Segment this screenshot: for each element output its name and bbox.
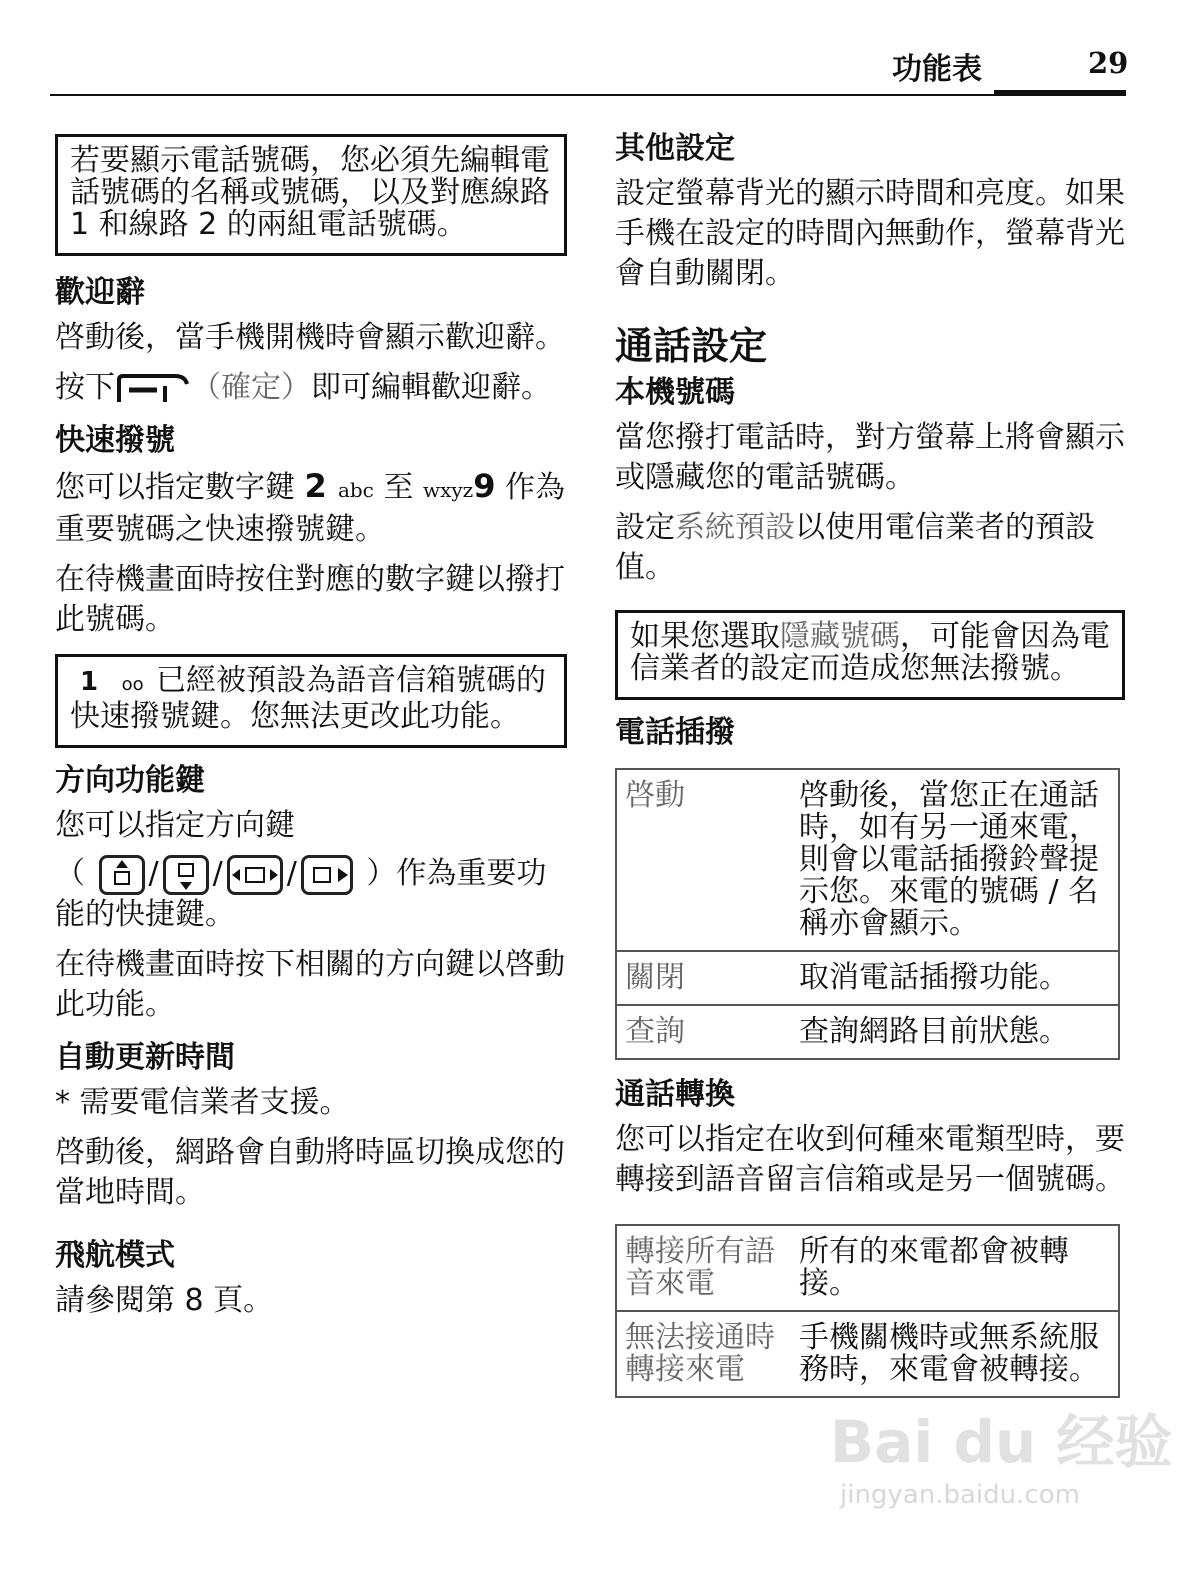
nav-left-icon xyxy=(227,855,283,895)
option-key: 無法接通時轉接來電 xyxy=(616,1311,791,1397)
left-column xyxy=(55,130,567,1321)
heading-call-settings: 通話設定 xyxy=(615,324,768,368)
greeting-edit-key: （確定） xyxy=(191,370,311,405)
speed-dial-pre: 您可以指定數字鍵 xyxy=(55,470,295,505)
speed-dial-mid: 至 xyxy=(383,470,414,505)
heading-nav-keys: 方向功能鍵 xyxy=(55,763,205,798)
auto-time-note: * 需要電信業者支援。 xyxy=(55,1084,350,1120)
softkey-left-icon xyxy=(115,372,191,406)
option-key: 轉接所有語音來電 xyxy=(616,1225,791,1311)
note-hide-number: 如果您選取隱藏號碼，可能會因為電信業者的設定而造成您無法撥號。 xyxy=(615,610,1125,700)
own-number-text: 當您撥打電話時，對方螢幕上將會顯示或隱藏您的電話號碼。 xyxy=(615,420,1125,495)
heading-speed-dial: 快速撥號 xyxy=(55,423,175,458)
nav-down-icon xyxy=(163,855,209,895)
watermark-url: jingyan.baidu.com xyxy=(840,1480,1080,1510)
heading-own-number: 本機號碼 xyxy=(615,375,735,410)
nav-right-icon xyxy=(301,855,353,895)
header-title: 功能表 xyxy=(892,52,982,87)
call-waiting-table xyxy=(615,768,1120,1060)
table-row xyxy=(616,1005,1119,1059)
heading-other-settings: 其他設定 xyxy=(615,131,735,166)
flight-mode-text: 請參閱第 8 頁。 xyxy=(55,1282,274,1318)
heading-call-waiting: 電話插撥 xyxy=(615,715,735,750)
table-row xyxy=(616,1225,1119,1311)
heading-greeting: 歡迎辭 xyxy=(55,275,145,310)
link-system-default: 系統預設 xyxy=(675,510,795,545)
note-voicemail-text: 已經被預設為語音信箱號碼的快速撥號鍵。您無法更改此功能。 xyxy=(70,663,546,734)
note-phone-number: 若要顯示電話號碼，您必須先編輯電話號碼的名稱或號碼，以及對應線路 1 和線路 2 的兩組電話號碼。 xyxy=(55,134,567,256)
note-voicemail xyxy=(55,654,567,748)
key-1-icon: 1 oo xyxy=(80,667,144,697)
table-row xyxy=(616,951,1119,1005)
key-2-icon: 2 abc xyxy=(304,467,374,505)
option-key: 查詢 xyxy=(616,1005,791,1059)
call-divert-text: 您可以指定在收到何種來電類型時，要轉接到語音留言信箱或是另一個號碼。 xyxy=(615,1122,1125,1197)
option-key: 啓動 xyxy=(616,769,791,951)
option-value: 手機關機時或無系統服務時，來電會被轉接。 xyxy=(791,1311,1119,1397)
other-settings-text: 設定螢幕背光的顯示時間和亮度。如果手機在設定的時間內無動作，螢幕背光會自動關閉。 xyxy=(615,176,1125,291)
link-hide-number: 隱藏號碼 xyxy=(780,619,900,654)
speed-dial-text xyxy=(55,466,567,550)
nav-keys-icons-line: （ / / / ）作為重要功能的快捷鍵。 xyxy=(55,856,547,932)
option-value: 查詢網路目前狀態。 xyxy=(791,1005,1119,1059)
nav-keys-close: ）作為重要功能的快捷鍵。 xyxy=(55,856,547,932)
right-column xyxy=(615,130,1125,1398)
speed-dial-hold-text: 在待機畫面時按住對應的數字鍵以撥打此號碼。 xyxy=(55,562,565,637)
nav-keys-open: （ xyxy=(55,856,85,891)
option-value: 所有的來電都會被轉接。 xyxy=(791,1225,1119,1311)
call-divert-table xyxy=(615,1224,1120,1398)
header-rule xyxy=(50,94,1126,96)
heading-flight-mode: 飛航模式 xyxy=(55,1237,175,1273)
nav-up-icon xyxy=(99,855,145,895)
option-value: 取消電話插撥功能。 xyxy=(791,951,1119,1005)
nav-keys-standby-text: 在待機畫面時按下相關的方向鍵以啓動此功能。 xyxy=(55,946,565,1022)
header-rule-accent xyxy=(994,90,1126,96)
greeting-edit-text xyxy=(55,368,567,408)
own-number-default-text: 設定系統預設以使用電信業者的預設值。 xyxy=(615,510,1095,585)
option-key: 關閉 xyxy=(616,951,791,1005)
page-number: 29 xyxy=(1088,46,1129,80)
watermark-logo: Bai du 经验 xyxy=(830,1408,1173,1476)
greeting-edit-pre: 按下 xyxy=(55,370,115,405)
greeting-edit-post: 即可編輯歡迎辭。 xyxy=(311,370,551,405)
nav-keys-text: 您可以指定方向鍵 xyxy=(55,808,295,843)
option-value: 啓動後，當您正在通話時，如有另一通來電，則會以電話插撥鈴聲提示您。來電的號碼 / 名稱亦會顯示。 xyxy=(791,769,1119,951)
speed-dial-post: 作為重要號碼之快速撥號鍵。 xyxy=(55,470,566,547)
heading-auto-time: 自動更新時間 xyxy=(55,1039,235,1075)
table-row xyxy=(616,769,1119,951)
key-9-icon: wxyz9 xyxy=(422,467,496,505)
greeting-text: 啓動後，當手機開機時會顯示歡迎辭。 xyxy=(55,320,565,355)
auto-time-text: 啓動後，網路會自動將時區切換成您的當地時間。 xyxy=(55,1134,565,1210)
table-row xyxy=(616,1311,1119,1397)
heading-call-divert: 通話轉換 xyxy=(615,1077,735,1112)
